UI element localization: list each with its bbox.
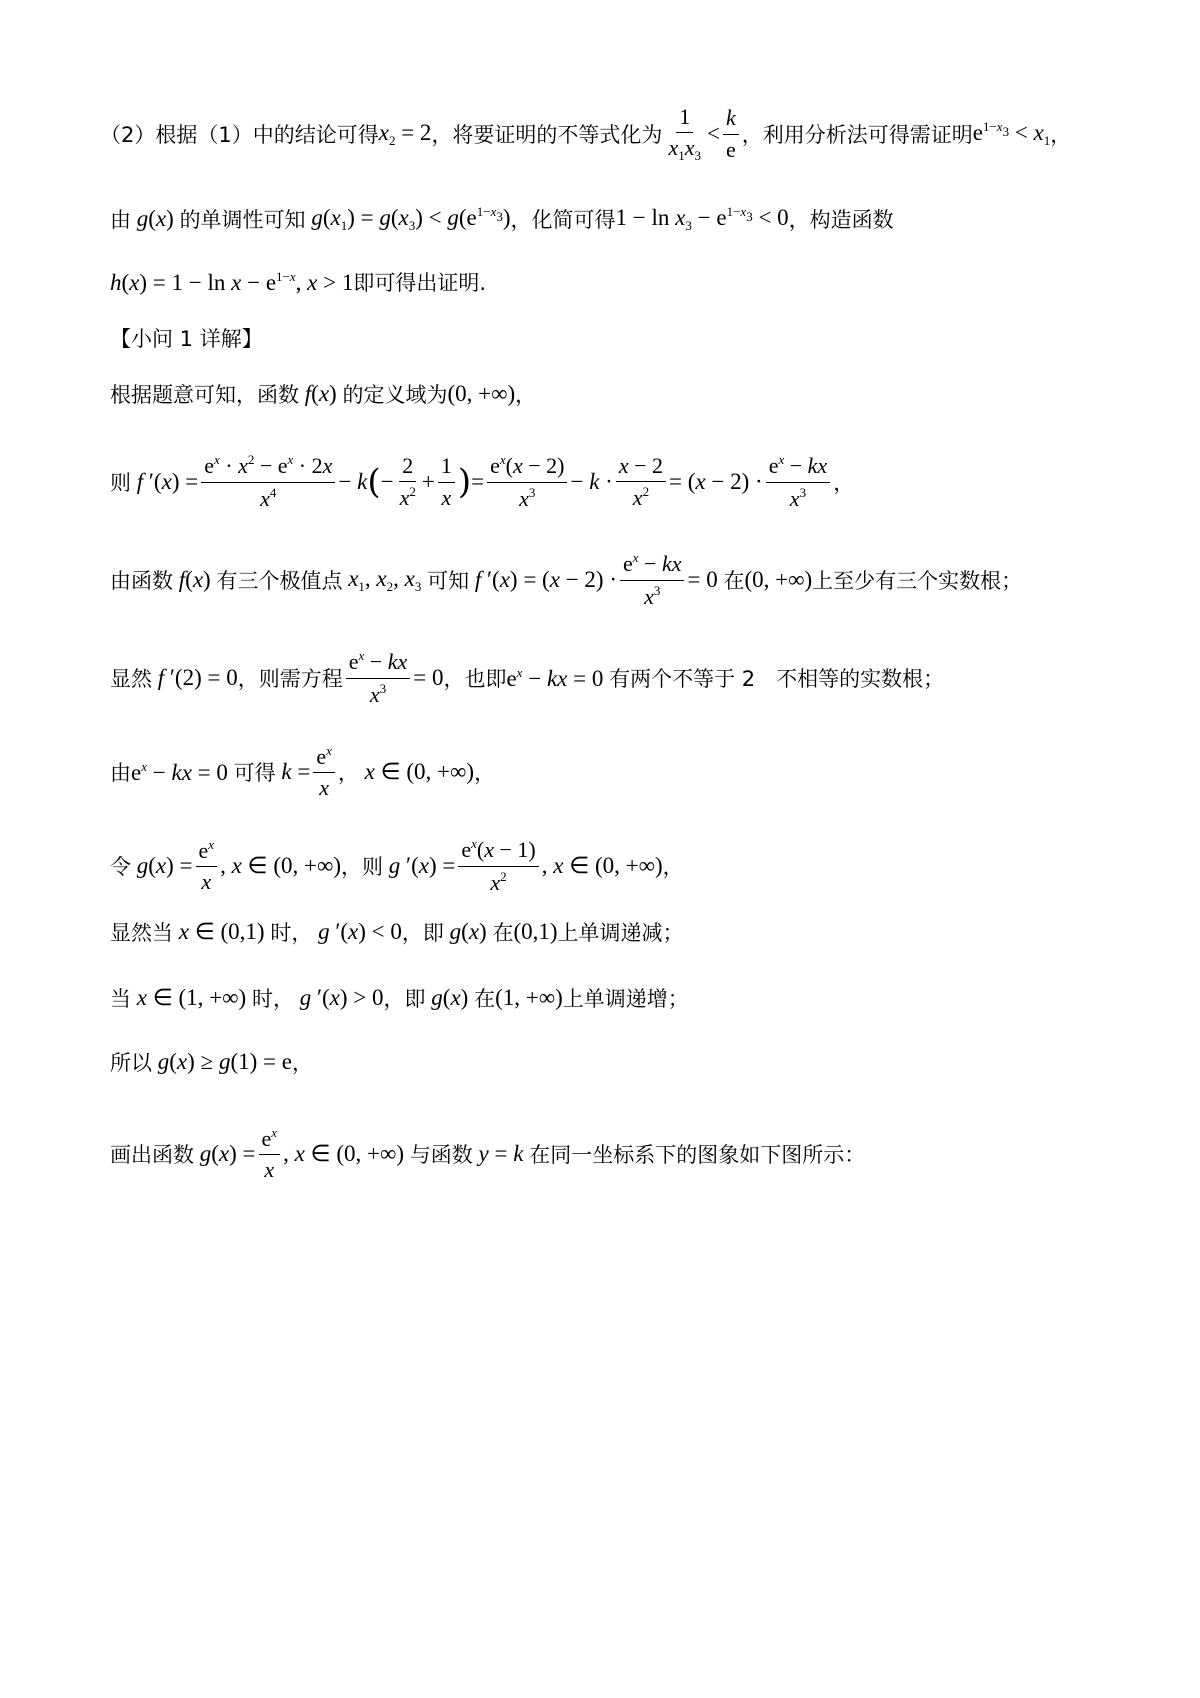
- text-segment: ，: [474, 761, 496, 785]
- fraction: $\frac{k}{e}$: [723, 106, 739, 161]
- text-line-12: [110, 968, 689, 1028]
- formula: g ′(x) > 0: [299, 985, 384, 1010]
- text-segment: 上至少有三个实数根；: [812, 569, 1023, 593]
- formula: f(x): [178, 567, 217, 592]
- text-line-5: [110, 364, 536, 424]
- formula: +: [421, 469, 435, 494]
- text-segment: 与函数: [409, 1143, 473, 1167]
- text-line-9: [110, 732, 495, 812]
- text-segment: 当: [110, 987, 131, 1011]
- text-segment: ，利用分析法可得需证明: [741, 123, 973, 147]
- text-segment: 可知: [427, 569, 470, 593]
- text-line-6: [110, 442, 854, 522]
- text-segment: ，: [291, 1051, 313, 1075]
- text-segment: ，化简可得: [510, 208, 616, 232]
- fraction: $\frac{1}{x_1x_3}$: [668, 103, 701, 163]
- formula: f ′(x) =: [136, 469, 199, 494]
- text-segment: ，: [337, 761, 359, 785]
- text-segment: 显然: [110, 667, 152, 691]
- fraction: $\frac{e^x(x - 1)}{x^2}$: [458, 837, 538, 894]
- fraction: $\frac{e^x - kx}{x^3}$: [346, 649, 411, 706]
- formula: g ′(x) =: [388, 853, 456, 878]
- text-segment: ，: [515, 383, 537, 407]
- text-segment: （2）根据（1）中的结论可得: [100, 123, 379, 147]
- formula: $e^{1-x_3} < x_1$: [972, 119, 1051, 148]
- text-segment: 在: [723, 569, 745, 593]
- formula: g(x) ≥ g(1) = e: [157, 1049, 292, 1074]
- fraction: $\frac{2}{x^2}$: [399, 452, 416, 510]
- text-segment: ，: [1050, 123, 1072, 147]
- formula: x ∈ (1, +∞): [136, 985, 252, 1010]
- formula: g(x): [449, 919, 493, 944]
- formula: −: [380, 469, 394, 494]
- text-segment: ，将要证明的不等式化为: [431, 123, 663, 147]
- text-segment: 上单调递增；: [562, 987, 689, 1011]
- formula: g(x): [431, 985, 475, 1010]
- text-segment: ，即: [401, 921, 444, 945]
- fraction: $\frac{e^x}{x}$: [313, 744, 335, 800]
- text-line-10: [110, 826, 684, 906]
- text-line-8: [110, 638, 944, 718]
- formula: y = k: [478, 1141, 524, 1166]
- formula: f(x): [304, 381, 343, 406]
- text-line-1: [100, 104, 1071, 164]
- formula: = 0: [687, 567, 724, 592]
- text-segment: 由: [110, 761, 131, 785]
- text-segment: 由: [110, 208, 131, 232]
- formula: (0, +∞): [744, 567, 813, 592]
- text-segment: 可得: [233, 761, 276, 785]
- formula: x ∈ (0, +∞): [364, 759, 475, 784]
- formula: k =: [281, 759, 311, 784]
- formula: $x_1$, $x_2$, $x_3$: [348, 565, 422, 594]
- text-segment: 画出函数: [110, 1143, 194, 1167]
- text-segment: ，则: [341, 855, 384, 879]
- fraction: $\frac{e^x \cdot x^2 - e^x \cdot 2x}{x^4}$: [201, 453, 335, 510]
- text-segment: 有三个极值点: [216, 569, 343, 593]
- fraction: $\frac{1}{x}$: [438, 454, 455, 509]
- text-segment: 的单调性可知: [179, 208, 306, 232]
- text-line-13: [110, 1032, 313, 1092]
- text-segment: 即可得出证明.: [353, 271, 487, 295]
- formula: $e^x$ − kx = 0: [506, 664, 610, 691]
- text-segment: ，构造函数: [788, 208, 894, 232]
- formula: , x ∈ (0, +∞): [541, 853, 663, 878]
- formula: = (x − 2) ·: [669, 469, 763, 494]
- text-segment: 在同一坐标系下的图象如下图所示：: [529, 1143, 866, 1167]
- fraction: $\frac{x - 2}{x^2}$: [616, 454, 666, 510]
- formula: $g(x_1) = g(x_3) < g(e^{1-x_3})$: [311, 204, 511, 233]
- formula: <: [706, 121, 720, 146]
- text-segment: 上单调递减；: [557, 921, 684, 945]
- fraction: $\frac{e^x - kx}{x^3}$: [620, 551, 685, 608]
- formula: , x ∈ (0, +∞): [220, 853, 342, 878]
- fraction: $\frac{e^x}{x}$: [259, 1126, 281, 1182]
- text-segment: 所以: [110, 1051, 152, 1075]
- formula: (0,1): [513, 919, 558, 944]
- text-segment: ，也即: [443, 667, 507, 691]
- formula: − k ·: [570, 469, 613, 494]
- text-segment: 令: [110, 855, 131, 879]
- text-segment: 时，: [251, 987, 294, 1011]
- formula: f ′(2) = 0: [157, 665, 238, 690]
- text-segment: ，: [662, 855, 684, 879]
- formula: $x_2 = 2$: [378, 119, 432, 148]
- formula: =: [471, 469, 485, 494]
- formula: (0, +∞): [447, 381, 516, 406]
- text-segment: 由函数: [110, 569, 173, 593]
- text-line-11: [110, 902, 684, 962]
- text-segment: ，则需方程: [237, 667, 343, 691]
- section-heading: [110, 308, 263, 368]
- fraction: $\frac{e^x}{x}$: [196, 838, 218, 894]
- formula: (1, +∞): [495, 985, 563, 1010]
- paren-right: ): [457, 462, 472, 502]
- text-line-2: [110, 189, 894, 249]
- formula: = 0: [413, 665, 444, 690]
- text-segment: 根据题意可知，函数: [110, 383, 299, 407]
- formula: , x ∈ (0, +∞): [283, 1141, 410, 1166]
- text-segment: ，: [833, 471, 855, 495]
- formula: g(x) =: [136, 853, 193, 878]
- formula: $1 - \ln x_3 - e^{1-x_3} < 0$: [615, 204, 789, 233]
- text-segment: 显然当: [110, 921, 173, 945]
- text-segment: 则: [110, 471, 131, 495]
- text-line-7: [110, 540, 1022, 620]
- formula: g ′(x) < 0: [318, 919, 402, 944]
- text-line-3: [110, 252, 486, 312]
- text-segment: 的定义域为: [342, 383, 448, 407]
- fraction: $\frac{e^x - kx}{x^3}$: [766, 453, 831, 510]
- formula: − k: [338, 469, 368, 494]
- fraction: $\frac{e^x(x - 2)}{x^3}$: [487, 453, 567, 510]
- formula: $h(x) = 1 - \ln x - e^{1-x}$, x > 1: [110, 268, 354, 295]
- text-segment: 【小问 1 详解】: [110, 327, 263, 351]
- formula: $e^x$ − kx = 0: [131, 758, 234, 785]
- text-segment: ，即: [383, 987, 426, 1011]
- text-segment: 在: [474, 987, 496, 1011]
- text-segment: 有两个不等于 2 不相等的实数根；: [609, 667, 945, 691]
- text-segment: 在: [492, 921, 514, 945]
- formula: g(x): [136, 206, 180, 231]
- formula: g(x) =: [199, 1141, 256, 1166]
- text-line-14: [110, 1114, 865, 1194]
- text-segment: 时，: [270, 921, 313, 945]
- formula: f ′(x) = (x − 2) ·: [474, 567, 617, 592]
- paren-left: (: [367, 462, 381, 502]
- formula: x ∈ (0,1): [178, 919, 271, 944]
